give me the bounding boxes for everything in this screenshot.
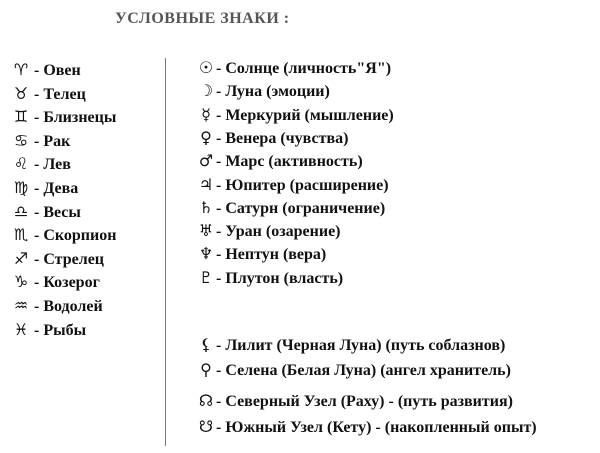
point-label: - Лилит (Черная Луна) (путь соблазнов) <box>216 337 506 354</box>
planet-label: - Венера (чувства) <box>216 129 349 147</box>
zodiac-label: - Рак <box>34 132 71 150</box>
planet-label: - Юпитер (расширение) <box>216 176 389 194</box>
planet-label: - Луна (эмоции) <box>216 83 330 101</box>
zodiac-item <box>8 320 86 341</box>
zodiac-item <box>8 84 86 105</box>
planet-item <box>196 105 394 126</box>
planet-item <box>196 175 389 196</box>
point-symbol-icon: ⚲ <box>200 360 212 379</box>
zodiac-label: - Водолей <box>34 298 103 315</box>
zodiac-symbol-icon: ♏ <box>13 225 29 245</box>
planet-label: - Плутон (власть) <box>216 269 344 287</box>
point-symbol-icon: ☊ <box>198 391 214 410</box>
zodiac-symbol-icon: ♌ <box>13 154 29 174</box>
zodiac-label: - Овен <box>34 62 81 79</box>
zodiac-item <box>8 154 71 175</box>
planet-symbol-icon: ♄ <box>198 197 214 217</box>
zodiac-item <box>8 272 100 293</box>
planet-symbol-icon: ♇ <box>198 267 214 287</box>
zodiac-symbol-icon: ♓ <box>13 319 29 339</box>
planet-item <box>196 244 326 265</box>
zodiac-label: - Весы <box>34 203 81 221</box>
planet-symbol-icon: ☉ <box>198 58 214 77</box>
zodiac-symbol-icon: ♈ <box>13 60 29 79</box>
planet-item <box>196 81 330 102</box>
zodiac-item <box>8 296 103 317</box>
point-item <box>196 391 513 412</box>
planet-label: - Марс (активность) <box>216 153 363 171</box>
planet-symbol-icon: ☿ <box>201 104 211 124</box>
planet-symbol-icon: ♃ <box>198 174 214 194</box>
zodiac-symbol-icon: ♍ <box>13 178 29 197</box>
point-symbol-icon: ⚸ <box>200 335 212 354</box>
point-item <box>196 417 537 438</box>
planet-item <box>196 151 363 172</box>
point-label: - Южный Узел (Кету) - (накопленный опыт) <box>216 419 537 436</box>
point-label: - Северный Узел (Раху) - (путь развития) <box>216 393 513 410</box>
planet-label: - Солнце (личность"Я") <box>216 60 392 77</box>
zodiac-label: - Стрелец <box>34 250 105 268</box>
zodiac-symbol-icon: ♋ <box>13 130 29 150</box>
zodiac-label: - Близнецы <box>34 109 117 127</box>
planet-item <box>196 198 385 219</box>
planet-item <box>196 221 341 242</box>
planet-symbol-icon: ♆ <box>198 244 214 264</box>
zodiac-label: - Скорпион <box>34 227 117 245</box>
point-item <box>196 360 511 381</box>
planet-label: - Меркурий (мышление) <box>216 106 394 124</box>
zodiac-label: - Дева <box>34 180 79 197</box>
zodiac-symbol-icon: ♐ <box>13 248 29 268</box>
point-item <box>196 335 505 356</box>
zodiac-label: - Лев <box>34 156 71 174</box>
zodiac-item <box>8 131 70 152</box>
planet-symbol-icon: ♀ <box>200 127 212 147</box>
zodiac-symbol-icon: ♑ <box>13 272 29 292</box>
page-title: УСЛОВНЫЕ ЗНАКИ : <box>115 10 290 27</box>
planet-symbol-icon: ☽ <box>198 81 214 101</box>
planet-label: - Сатурн (ограничение) <box>216 199 386 217</box>
zodiac-item <box>8 178 78 199</box>
zodiac-symbol-icon: ♒ <box>13 296 29 315</box>
zodiac-label: - Телец <box>34 85 86 103</box>
planet-label: - Нептун (вера) <box>216 246 327 264</box>
zodiac-label: - Рыбы <box>34 321 87 339</box>
planet-item <box>196 58 391 79</box>
zodiac-item <box>8 202 81 223</box>
planet-item <box>196 128 348 149</box>
planet-symbol-icon: ♅ <box>198 221 214 241</box>
planet-item <box>196 268 343 289</box>
zodiac-item <box>8 60 81 81</box>
zodiac-label: - Козерог <box>34 274 100 292</box>
column-divider <box>165 58 166 446</box>
point-label: - Селена (Белая Луна) (ангел хранитель) <box>216 362 511 379</box>
zodiac-item <box>8 225 116 246</box>
zodiac-symbol-icon: ♉ <box>13 83 29 103</box>
zodiac-symbol-icon: ♎ <box>13 201 29 221</box>
zodiac-symbol-icon: ♊ <box>13 107 29 127</box>
zodiac-item <box>8 107 116 128</box>
zodiac-item <box>8 249 104 270</box>
planet-symbol-icon: ♂ <box>198 151 214 171</box>
point-symbol-icon: ☋ <box>198 417 214 436</box>
planet-label: - Уран (озарение) <box>216 223 341 241</box>
